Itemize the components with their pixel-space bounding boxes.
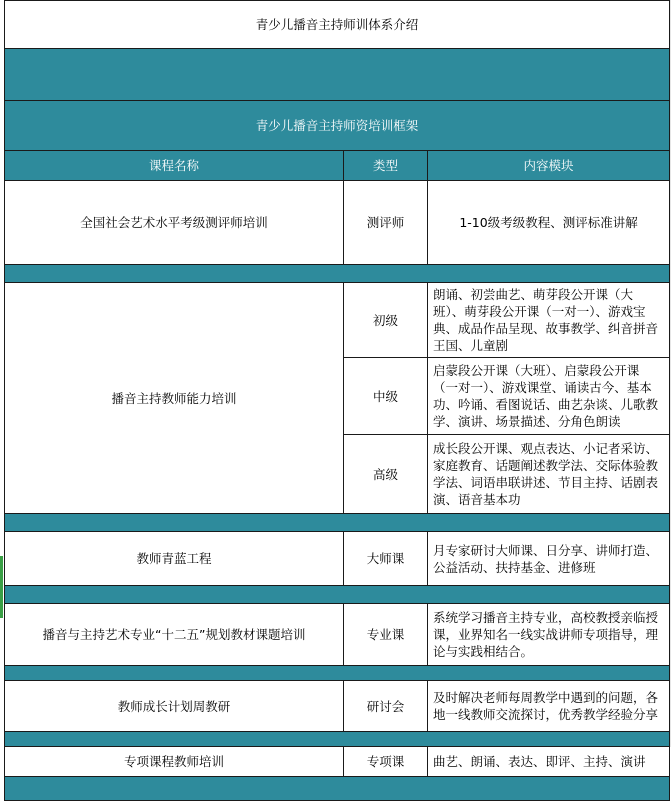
course-name: 全国社会艺术水平考级测评师培训	[5, 181, 344, 265]
separator-band	[5, 514, 670, 532]
table-row	[5, 747, 670, 777]
row-selection-marker	[0, 556, 3, 618]
separator-band	[5, 777, 670, 801]
separator-band	[5, 666, 670, 681]
separator-band	[5, 732, 670, 747]
course-level: 中级	[344, 358, 428, 435]
separator-band	[5, 586, 670, 604]
course-content: 月专家研讨大师课、日分享、讲师打造、公益活动、扶持基金、进修班	[428, 532, 670, 586]
course-content: 朗诵、初尝曲艺、萌芽段公开课（大班）、萌芽段公开课（一对一）、游戏宝典、成品作品呈现、故事教学、纠音拼音王国、儿童剧	[428, 283, 670, 358]
course-type: 专项课	[344, 747, 428, 777]
course-level: 初级	[344, 283, 428, 358]
course-content: 及时解决老师每周教学中遇到的问题，各地一线教师交流探讨，优秀教学经验分享	[428, 681, 670, 732]
course-type: 专业课	[344, 604, 428, 666]
course-name: 播音主持教师能力培训	[5, 283, 344, 514]
table-row	[5, 532, 670, 586]
table-row	[5, 604, 670, 666]
header-content: 内容模块	[428, 151, 670, 181]
blank-band	[5, 49, 670, 101]
table-row	[5, 283, 670, 358]
course-type: 大师课	[344, 532, 428, 586]
course-name: 专项课程教师培训	[5, 747, 344, 777]
page-title: 青少儿播音主持师训体系介绍	[5, 1, 670, 49]
course-content: 曲艺、朗诵、表达、即评、主持、演讲	[428, 747, 670, 777]
table-header-row	[5, 151, 670, 181]
course-content: 系统学习播音主持专业，高校教授亲临授课，业界知名一线实战讲师专项指导，理论与实践相结合。	[428, 604, 670, 666]
course-type: 研讨会	[344, 681, 428, 732]
training-table	[4, 0, 670, 801]
course-name: 教师青蓝工程	[5, 532, 344, 586]
header-course: 课程名称	[5, 151, 344, 181]
course-level: 高级	[344, 435, 428, 514]
table-subtitle: 青少儿播音主持师资培训框架	[5, 101, 670, 151]
course-content: 1-10级考级教程、测评标准讲解	[428, 181, 670, 265]
course-name: 教师成长计划周教研	[5, 681, 344, 732]
table-row	[5, 681, 670, 732]
table-row	[5, 181, 670, 265]
header-type: 类型	[344, 151, 428, 181]
course-content: 成长段公开课、观点表达、小记者采访、家庭教育、话题阐述教学法、交际体验教学法、词语串联讲述、节目主持、话剧表演、语音基本功	[428, 435, 670, 514]
course-content: 启蒙段公开课（大班）、启蒙段公开课（一对一）、游戏课堂、诵读古今、基本功、吟诵、看图说话、曲艺杂谈、儿歌教学、演讲、场景描述、分角色朗读	[428, 358, 670, 435]
separator-band	[5, 265, 670, 283]
course-name: 播音与主持艺术专业“十二五”规划教材课题培训	[5, 604, 344, 666]
course-type: 测评师	[344, 181, 428, 265]
